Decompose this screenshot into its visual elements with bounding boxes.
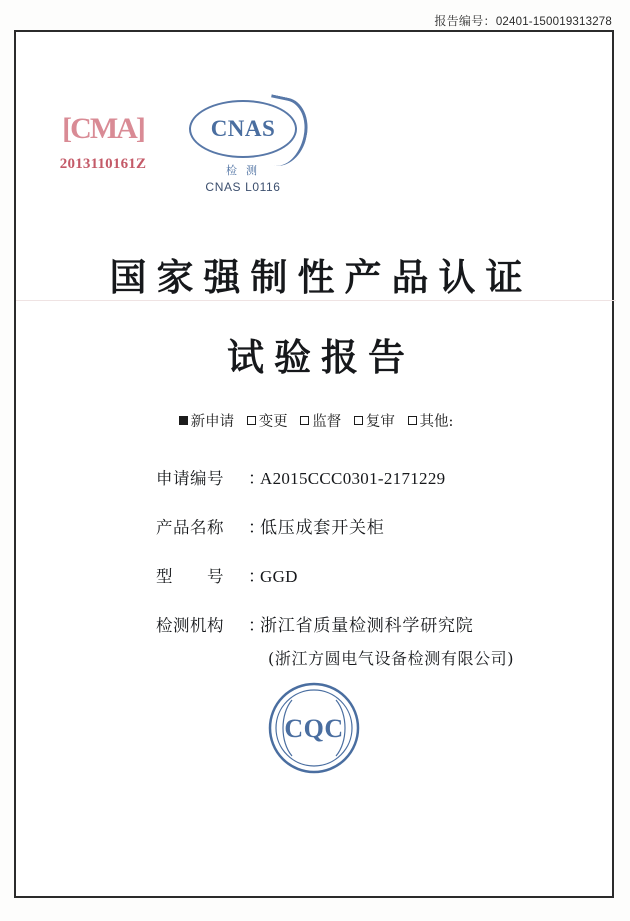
checkbox-item-new[interactable] — [179, 410, 235, 431]
document-frame — [14, 30, 614, 898]
page-title: 国家强制性产品认证 — [109, 255, 533, 299]
accreditation-marks — [16, 92, 616, 222]
field-product-name — [16, 513, 616, 538]
checkbox-item-change[interactable] — [247, 410, 288, 431]
field-testing-organization — [16, 611, 616, 636]
field-model — [16, 562, 616, 587]
field-colon-model: ： — [248, 567, 265, 587]
report-number — [434, 12, 612, 29]
checkbox-new-label: 新申请 — [190, 414, 235, 430]
cma-bracket-left: [ — [62, 112, 71, 145]
field-testing-organization-sub: (浙江方圆电气设备检测有限公司) — [268, 649, 515, 668]
field-colon-product-name: ： — [248, 518, 265, 538]
cnas-logo-icon — [189, 100, 297, 158]
application-type-row — [16, 410, 616, 431]
cma-bracket-right: ] — [135, 112, 144, 145]
field-value-product-name: 低压成套开关柜 — [260, 518, 385, 538]
checkbox-change-label: 变更 — [258, 414, 288, 430]
cma-code: 2013110161Z — [59, 156, 147, 172]
checkbox-supervision-icon[interactable] — [300, 416, 309, 425]
cma-logo-icon — [58, 112, 148, 146]
checkbox-new-icon[interactable] — [179, 416, 188, 425]
cma-mark — [48, 112, 158, 173]
checkbox-item-other[interactable] — [408, 410, 454, 431]
checkbox-review-icon[interactable] — [354, 416, 363, 425]
cnas-logo-text: CNAS — [210, 116, 276, 141]
field-colon-application-number: ： — [248, 469, 265, 489]
page-subtitle: 试验报告 — [227, 335, 415, 379]
checkbox-supervision-label: 监督 — [312, 414, 342, 430]
field-label-product-name: 产品名称 — [156, 518, 224, 537]
field-list — [16, 464, 616, 689]
checkbox-other-icon[interactable] — [408, 416, 417, 425]
field-value-application-number: A2015CCC0301-2171229 — [260, 469, 446, 488]
cma-logo-text: CMA — [70, 112, 136, 145]
cnas-sub-text: 检 测 — [225, 165, 261, 177]
field-colon-testing-organization: ： — [248, 616, 265, 636]
cnas-mark — [178, 100, 308, 194]
checkbox-change-icon[interactable] — [247, 416, 256, 425]
checkbox-other-label: 其他: — [419, 414, 454, 430]
field-value-testing-organization: 浙江省质量检测科学研究院 — [260, 616, 474, 636]
checkbox-item-supervision[interactable] — [300, 410, 341, 431]
report-number-label: 报告编号： — [434, 14, 496, 28]
field-application-number — [16, 464, 616, 489]
report-number-value: 02401-150019313278 — [495, 16, 612, 28]
svg-text:CQC: CQC — [284, 714, 344, 743]
cqc-seal-icon — [266, 680, 362, 776]
field-label-testing-organization: 检测机构 — [156, 616, 224, 635]
field-label-application-number: 申请编号 — [156, 469, 224, 488]
field-value-model: GGD — [260, 567, 298, 586]
checkbox-item-review[interactable] — [354, 410, 395, 431]
field-label-model: 型 号 — [156, 567, 224, 586]
cnas-code: CNAS L0116 — [205, 180, 281, 194]
checkbox-review-label: 复审 — [365, 414, 395, 430]
